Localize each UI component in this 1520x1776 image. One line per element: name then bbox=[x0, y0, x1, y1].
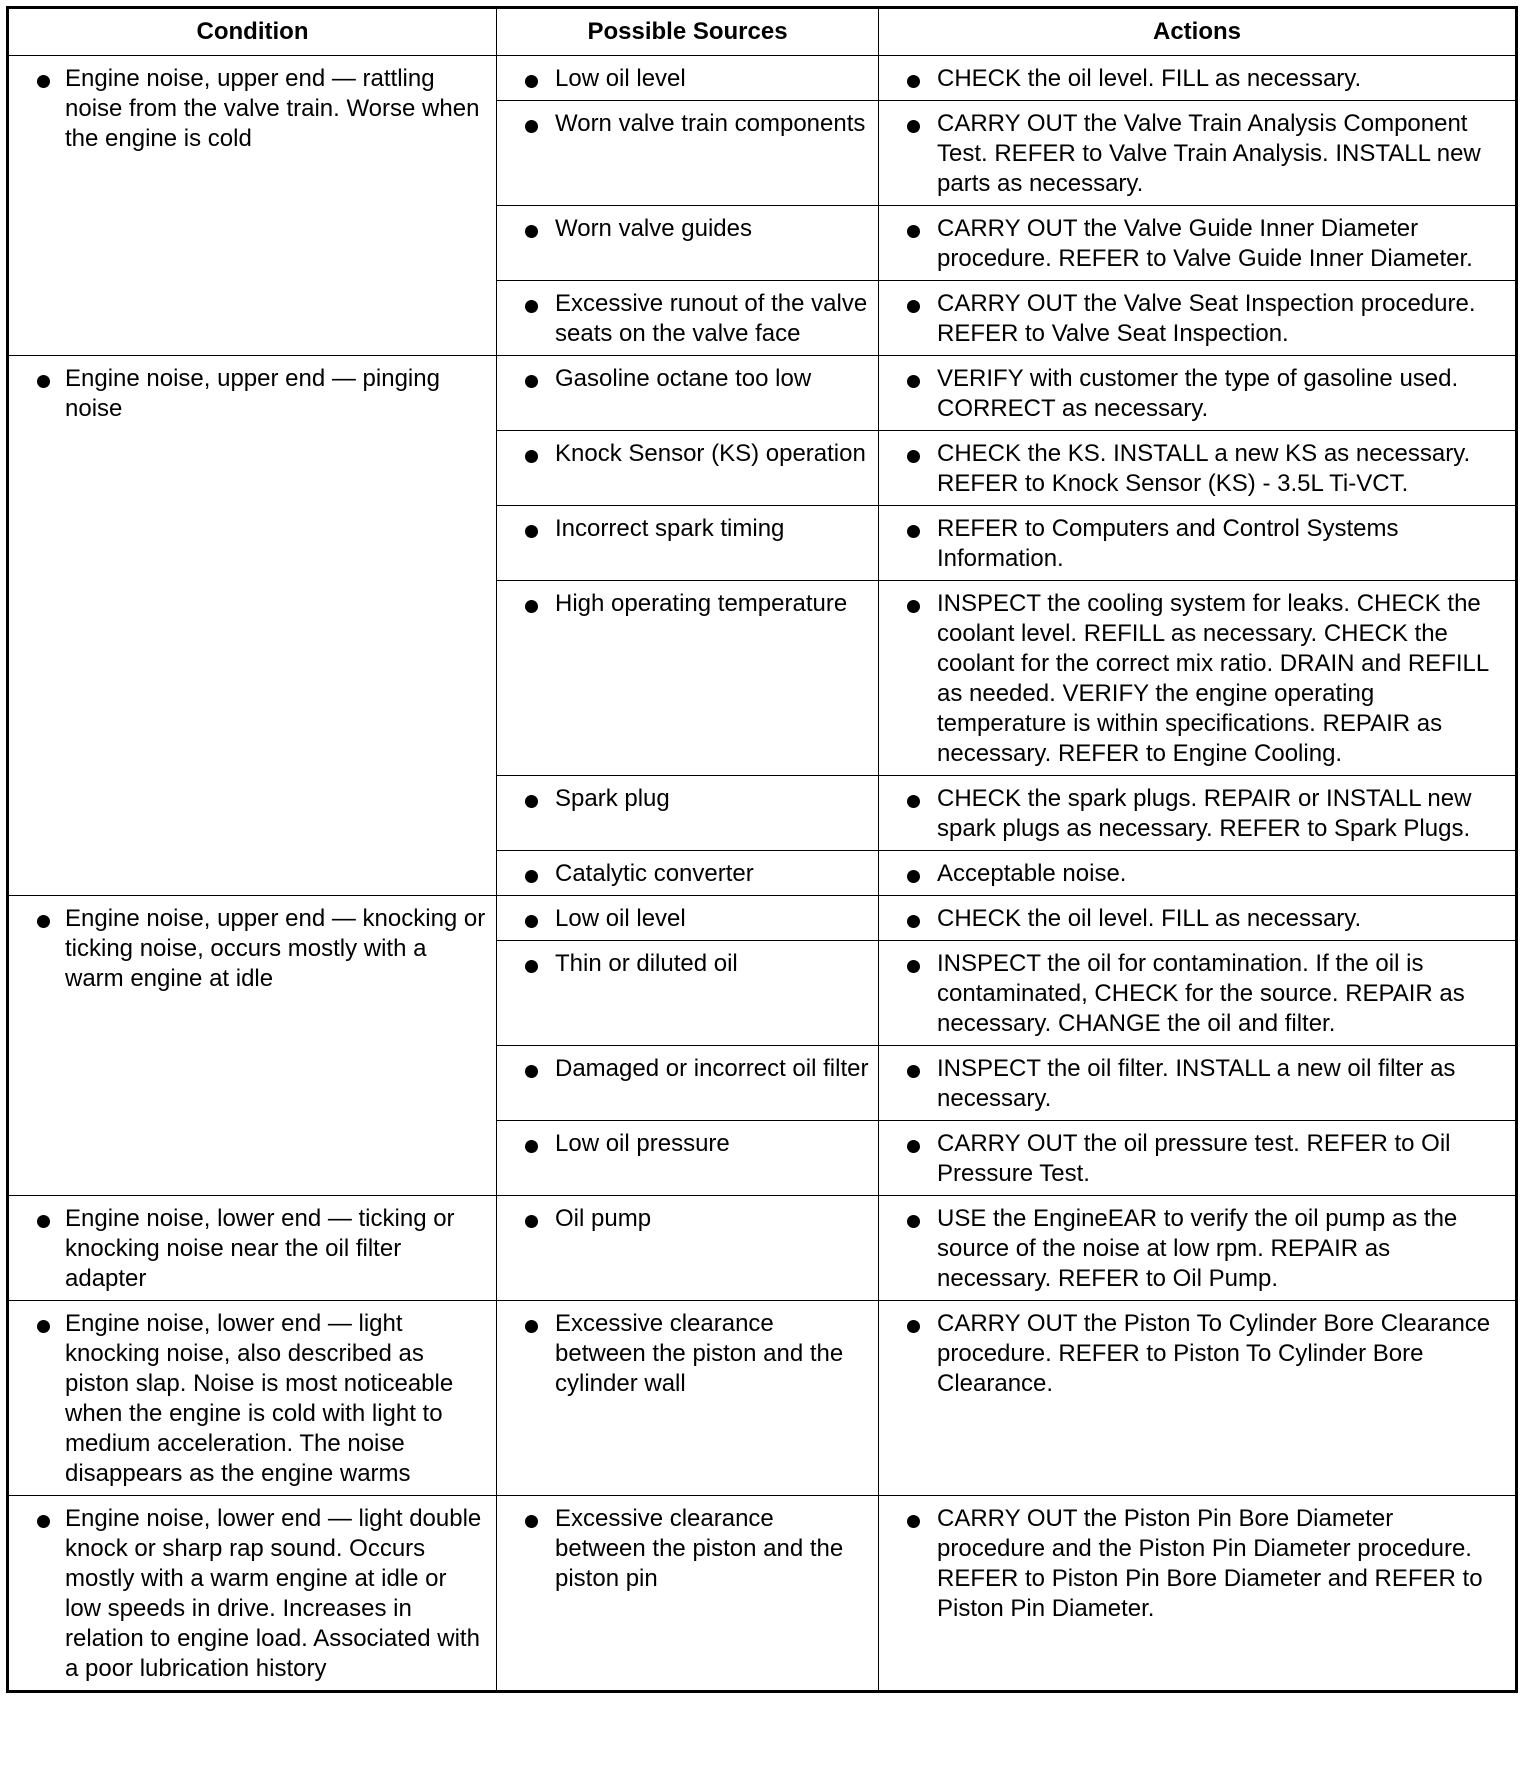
bullet-icon bbox=[525, 120, 538, 133]
source-cell bbox=[497, 1301, 879, 1496]
action-cell bbox=[879, 206, 1517, 281]
bullet-icon bbox=[907, 870, 920, 883]
action-cell bbox=[879, 1496, 1517, 1692]
bullet-icon bbox=[907, 600, 920, 613]
bullet-icon bbox=[907, 915, 920, 928]
header-possible-sources: Possible Sources bbox=[497, 8, 879, 56]
source-text: Worn valve guides bbox=[555, 215, 752, 242]
bullet-icon bbox=[525, 1515, 538, 1528]
condition-item bbox=[9, 356, 496, 430]
bullet-icon bbox=[525, 870, 538, 883]
action-item bbox=[879, 506, 1515, 580]
source-item bbox=[497, 1496, 878, 1600]
source-cell bbox=[497, 581, 879, 776]
table-row bbox=[8, 1496, 1517, 1692]
source-cell bbox=[497, 506, 879, 581]
condition-text: Engine noise, lower end — light knocking noise, also described as piston slap. Noise is most noticeable when the engine is cold with light to medium acceleration. The noise disappears as the engine warms bbox=[65, 1310, 454, 1487]
source-item bbox=[497, 506, 878, 550]
bullet-icon bbox=[907, 450, 920, 463]
action-text: CHECK the oil level. FILL as necessary. bbox=[937, 905, 1362, 932]
bullet-icon bbox=[907, 795, 920, 808]
source-text: Low oil level bbox=[555, 65, 686, 92]
action-item bbox=[879, 1196, 1515, 1300]
source-cell bbox=[497, 1196, 879, 1301]
action-cell bbox=[879, 506, 1517, 581]
action-cell bbox=[879, 1196, 1517, 1301]
source-text: Spark plug bbox=[555, 785, 670, 812]
action-text: CARRY OUT the Valve Train Analysis Component Test. REFER to Valve Train Analysis. INSTALL new parts as necessary. bbox=[937, 110, 1481, 197]
action-item bbox=[879, 581, 1515, 775]
source-item bbox=[497, 1196, 878, 1240]
source-text: Low oil level bbox=[555, 905, 686, 932]
condition-item bbox=[9, 1301, 496, 1495]
bullet-icon bbox=[37, 1515, 50, 1528]
action-item bbox=[879, 851, 1515, 895]
bullet-icon bbox=[907, 960, 920, 973]
action-item bbox=[879, 56, 1515, 100]
bullet-icon bbox=[525, 960, 538, 973]
header-actions: Actions bbox=[879, 8, 1517, 56]
condition-text: Engine noise, upper end — rattling noise from the valve train. Worse when the engine is cold bbox=[65, 65, 480, 152]
condition-text: Engine noise, lower end — light double knock or sharp rap sound. Occurs mostly with a warm engine at idle or low speeds in drive. Increases in relation to engine load. Associated with a poor lubrication history bbox=[65, 1505, 482, 1682]
action-text: REFER to Computers and Control Systems Information. bbox=[937, 515, 1399, 572]
bullet-icon bbox=[907, 300, 920, 313]
action-item bbox=[879, 776, 1515, 850]
source-item bbox=[497, 581, 878, 625]
action-text: CARRY OUT the Valve Seat Inspection procedure. REFER to Valve Seat Inspection. bbox=[937, 290, 1476, 347]
header-row bbox=[8, 8, 1517, 56]
action-cell bbox=[879, 581, 1517, 776]
bullet-icon bbox=[525, 375, 538, 388]
source-text: Catalytic converter bbox=[555, 860, 754, 887]
source-item bbox=[497, 281, 878, 355]
bullet-icon bbox=[525, 600, 538, 613]
action-item bbox=[879, 1046, 1515, 1120]
condition-text: Engine noise, upper end — pinging noise bbox=[65, 365, 440, 422]
bullet-icon bbox=[37, 75, 50, 88]
action-cell bbox=[879, 776, 1517, 851]
bullet-icon bbox=[907, 1215, 920, 1228]
source-item bbox=[497, 431, 878, 475]
bullet-icon bbox=[907, 120, 920, 133]
table-body bbox=[8, 56, 1517, 1692]
source-item bbox=[497, 896, 878, 940]
action-cell bbox=[879, 281, 1517, 356]
bullet-icon bbox=[907, 375, 920, 388]
action-text: USE the EngineEAR to verify the oil pump as the source of the noise at low rpm. REPAIR as necessary. REFER to Oil Pump. bbox=[937, 1205, 1458, 1292]
source-text: Excessive clearance between the piston and the cylinder wall bbox=[555, 1310, 844, 1397]
source-cell bbox=[497, 1496, 879, 1692]
action-text: CHECK the oil level. FILL as necessary. bbox=[937, 65, 1362, 92]
bullet-icon bbox=[525, 915, 538, 928]
bullet-icon bbox=[37, 915, 50, 928]
condition-cell bbox=[8, 1496, 497, 1692]
bullet-icon bbox=[907, 1320, 920, 1333]
source-text: Oil pump bbox=[555, 1205, 652, 1232]
source-cell bbox=[497, 941, 879, 1046]
action-item bbox=[879, 356, 1515, 430]
bullet-icon bbox=[37, 1320, 50, 1333]
bullet-icon bbox=[907, 525, 920, 538]
bullet-icon bbox=[907, 1140, 920, 1153]
source-item bbox=[497, 1121, 878, 1165]
action-text: CHECK the spark plugs. REPAIR or INSTALL new spark plugs as necessary. REFER to Spark Plugs. bbox=[937, 785, 1472, 842]
bullet-icon bbox=[525, 1140, 538, 1153]
source-item bbox=[497, 1046, 878, 1090]
action-item bbox=[879, 281, 1515, 355]
bullet-icon bbox=[525, 1215, 538, 1228]
condition-cell bbox=[8, 896, 497, 1196]
source-cell bbox=[497, 56, 879, 101]
action-cell bbox=[879, 941, 1517, 1046]
action-text: CARRY OUT the Piston To Cylinder Bore Clearance procedure. REFER to Piston To Cylinder Bore Clearance. bbox=[937, 1310, 1491, 1397]
source-text: Excessive clearance between the piston and the piston pin bbox=[555, 1505, 844, 1592]
action-item bbox=[879, 1496, 1515, 1630]
action-cell bbox=[879, 1046, 1517, 1121]
condition-cell bbox=[8, 1196, 497, 1301]
source-item bbox=[497, 206, 878, 250]
source-text: Gasoline octane too low bbox=[555, 365, 812, 392]
source-item bbox=[497, 56, 878, 100]
action-text: INSPECT the cooling system for leaks. CHECK the coolant level. REFILL as necessary. CHECK the coolant for the correct mix ratio. DRAIN and REFILL as needed. VERIFY the engine operating temperature is within specifications. REPAIR as necessary. REFER to Engine Cooling. bbox=[937, 590, 1489, 767]
source-cell bbox=[497, 776, 879, 851]
action-item bbox=[879, 896, 1515, 940]
condition-cell bbox=[8, 1301, 497, 1496]
action-text: CARRY OUT the oil pressure test. REFER to Oil Pressure Test. bbox=[937, 1130, 1451, 1187]
action-text: INSPECT the oil filter. INSTALL a new oil filter as necessary. bbox=[937, 1055, 1456, 1112]
source-cell bbox=[497, 356, 879, 431]
source-item bbox=[497, 356, 878, 400]
action-text: VERIFY with customer the type of gasoline used. CORRECT as necessary. bbox=[937, 365, 1459, 422]
action-cell bbox=[879, 356, 1517, 431]
source-item bbox=[497, 941, 878, 985]
bullet-icon bbox=[525, 75, 538, 88]
bullet-icon bbox=[525, 450, 538, 463]
bullet-icon bbox=[907, 225, 920, 238]
table-row bbox=[8, 1196, 1517, 1301]
table-row bbox=[8, 896, 1517, 941]
bullet-icon bbox=[525, 300, 538, 313]
source-cell bbox=[497, 431, 879, 506]
action-cell bbox=[879, 896, 1517, 941]
condition-cell bbox=[8, 356, 497, 896]
source-item bbox=[497, 776, 878, 820]
bullet-icon bbox=[37, 375, 50, 388]
action-text: INSPECT the oil for contamination. If the oil is contaminated, CHECK for the source. REPAIR as necessary. CHANGE the oil and filter. bbox=[937, 950, 1465, 1037]
condition-cell bbox=[8, 56, 497, 356]
source-text: Thin or diluted oil bbox=[555, 950, 738, 977]
action-item bbox=[879, 941, 1515, 1045]
source-text: Damaged or incorrect oil filter bbox=[555, 1055, 869, 1082]
source-text: Worn valve train components bbox=[555, 110, 866, 137]
condition-item bbox=[9, 1196, 496, 1300]
action-text: CHECK the KS. INSTALL a new KS as necessary. REFER to Knock Sensor (KS) - 3.5L Ti-VCT. bbox=[937, 440, 1471, 497]
action-cell bbox=[879, 101, 1517, 206]
bullet-icon bbox=[37, 1215, 50, 1228]
condition-text: Engine noise, upper end — knocking or ticking noise, occurs mostly with a warm engine at idle bbox=[65, 905, 486, 992]
bullet-icon bbox=[907, 1065, 920, 1078]
source-text: Low oil pressure bbox=[555, 1130, 730, 1157]
action-text: CARRY OUT the Valve Guide Inner Diameter procedure. REFER to Valve Guide Inner Diameter. bbox=[937, 215, 1473, 272]
bullet-icon bbox=[525, 1320, 538, 1333]
action-cell bbox=[879, 1121, 1517, 1196]
source-cell bbox=[497, 896, 879, 941]
diagnostic-table bbox=[6, 6, 1518, 1693]
action-text: Acceptable noise. bbox=[937, 860, 1127, 887]
source-cell bbox=[497, 1046, 879, 1121]
source-text: Excessive runout of the valve seats on the valve face bbox=[555, 290, 868, 347]
action-cell bbox=[879, 851, 1517, 896]
source-text: Knock Sensor (KS) operation bbox=[555, 440, 866, 467]
source-cell bbox=[497, 281, 879, 356]
bullet-icon bbox=[907, 75, 920, 88]
source-text: Incorrect spark timing bbox=[555, 515, 785, 542]
source-cell bbox=[497, 1121, 879, 1196]
source-cell bbox=[497, 206, 879, 281]
action-item bbox=[879, 1301, 1515, 1405]
action-item bbox=[879, 431, 1515, 505]
source-cell bbox=[497, 851, 879, 896]
action-item bbox=[879, 1121, 1515, 1195]
action-cell bbox=[879, 56, 1517, 101]
source-text: High operating temperature bbox=[555, 590, 848, 617]
bullet-icon bbox=[525, 225, 538, 238]
diagnostic-table-container bbox=[6, 6, 1515, 1693]
bullet-icon bbox=[525, 1065, 538, 1078]
source-item bbox=[497, 101, 878, 145]
condition-item bbox=[9, 56, 496, 160]
action-text: CARRY OUT the Piston Pin Bore Diameter procedure and the Piston Pin Diameter procedure. REFER to Piston Pin Bore Diameter and REFER to Piston Pin Diameter. bbox=[937, 1505, 1483, 1622]
action-cell bbox=[879, 1301, 1517, 1496]
source-cell bbox=[497, 101, 879, 206]
action-item bbox=[879, 101, 1515, 205]
bullet-icon bbox=[907, 1515, 920, 1528]
bullet-icon bbox=[525, 795, 538, 808]
table-row bbox=[8, 1301, 1517, 1496]
condition-item bbox=[9, 896, 496, 1000]
table-row bbox=[8, 56, 1517, 101]
bullet-icon bbox=[525, 525, 538, 538]
source-item bbox=[497, 1301, 878, 1405]
header-condition: Condition bbox=[8, 8, 497, 56]
condition-text: Engine noise, lower end — ticking or knocking noise near the oil filter adapter bbox=[65, 1205, 455, 1292]
action-cell bbox=[879, 431, 1517, 506]
condition-item bbox=[9, 1496, 496, 1690]
table-row bbox=[8, 356, 1517, 431]
source-item bbox=[497, 851, 878, 895]
action-item bbox=[879, 206, 1515, 280]
